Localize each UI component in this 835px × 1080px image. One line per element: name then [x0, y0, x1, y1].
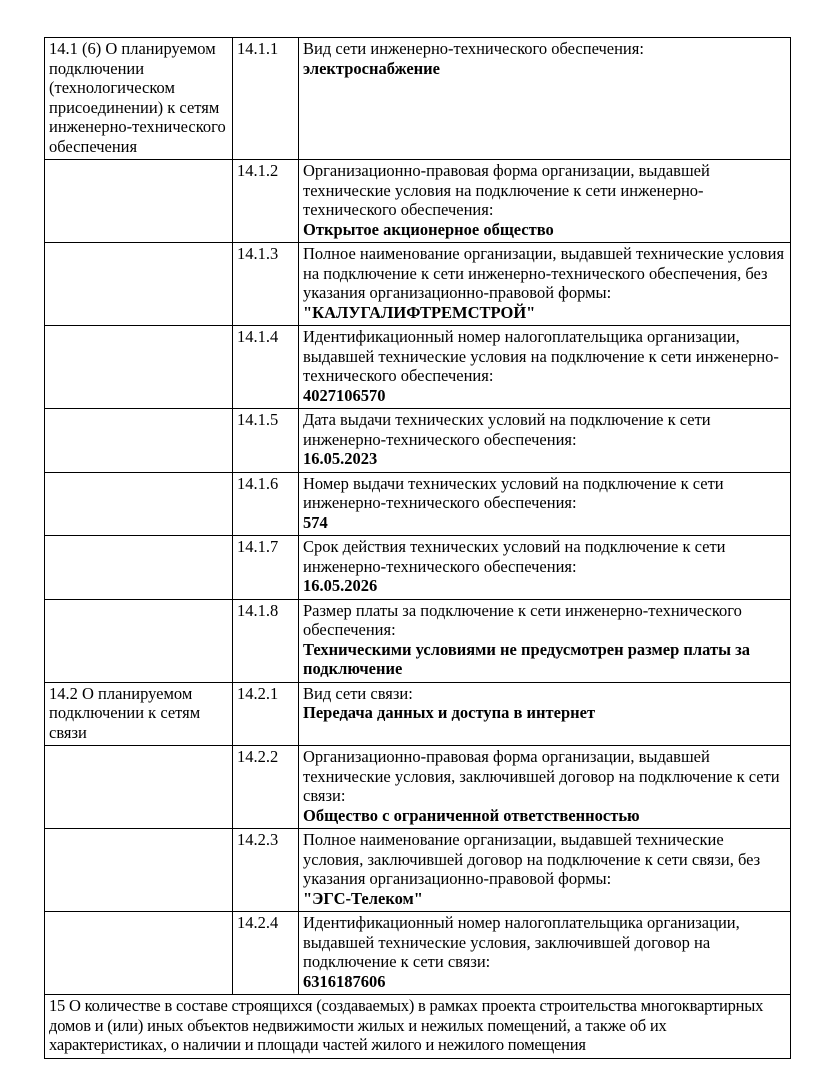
- row-number: 14.1.5: [237, 410, 279, 429]
- row-14-2-1: [45, 682, 791, 746]
- row-14-1-5: [45, 409, 791, 473]
- field-label: Номер выдачи технических условий на подключение к сети инженерно-технического обеспечения:: [303, 473, 724, 512]
- section-title-cell-empty: [45, 746, 233, 829]
- row-number-cell: [233, 536, 299, 600]
- row-content-cell: [299, 912, 791, 995]
- field-value: 16.05.2026: [303, 576, 378, 595]
- section-title-cell-empty: [45, 829, 233, 912]
- row-number: 14.1.3: [237, 244, 279, 263]
- field-label: Организационно-правовая форма организации, выдавшей технические условия на подключение к сети инженерно-технического обеспечения:: [303, 161, 710, 219]
- section-title: 14.1 (6) О планируемом подключении (технологическом присоединении) к сетям инженерно-технического обеспечения: [49, 39, 226, 156]
- field-value: 16.05.2023: [303, 449, 378, 468]
- row-content-cell: [299, 326, 791, 409]
- row-14-1-4: [45, 326, 791, 409]
- row-content-cell: [299, 682, 791, 746]
- field-label: Вид сети инженерно-технического обеспечения:: [303, 39, 644, 58]
- field-value: "ЭГС-Телеком": [303, 888, 423, 908]
- row-number-cell: [233, 829, 299, 912]
- field-value: электроснабжение: [303, 58, 440, 78]
- section-title-cell-empty: [45, 326, 233, 409]
- row-content-cell: [299, 38, 791, 160]
- row-content-cell: [299, 409, 791, 473]
- field-value: "КАЛУГАЛИФТРЕМСТРОЙ": [303, 302, 536, 322]
- row-content-cell: [299, 599, 791, 682]
- field-label: Срок действия технических условий на подключение к сети инженерно-технического обеспечения:: [303, 537, 726, 576]
- row-14-2-4: [45, 912, 791, 995]
- row-number: 14.1.1: [237, 39, 279, 58]
- row-number: 14.2.2: [237, 747, 279, 766]
- row-content-cell: [299, 472, 791, 536]
- row-number: 14.2.1: [237, 683, 279, 703]
- section-title-cell-empty: [45, 160, 233, 243]
- section-title-cell-empty: [45, 472, 233, 536]
- field-label: Идентификационный номер налогоплательщика организации, выдавшей технические условия, заключившей договор на подключение к сети связи:: [303, 913, 740, 971]
- row-15-header: [45, 995, 791, 1059]
- declaration-table: [44, 37, 791, 1059]
- row-number-cell: [233, 472, 299, 536]
- field-value: 6316187606: [303, 971, 386, 991]
- field-value: 574: [303, 512, 328, 532]
- section-title-cell-empty: [45, 912, 233, 995]
- declaration-document: [44, 37, 790, 1059]
- field-value: Открытое акционерное общество: [303, 219, 554, 239]
- field-label: Организационно-правовая форма организации, выдавшей технические условия, заключившей договор на подключение к сети связи:: [303, 747, 780, 805]
- row-14-1-1: [45, 38, 791, 160]
- row-number: 14.2.3: [237, 830, 279, 849]
- row-number-cell: [233, 243, 299, 326]
- row-number-cell: [233, 409, 299, 473]
- section-title-cell: [45, 682, 233, 746]
- row-content-cell: [299, 829, 791, 912]
- row-14-1-7: [45, 536, 791, 600]
- row-content-cell: [299, 160, 791, 243]
- row-number: 14.1.4: [237, 327, 279, 346]
- section-title-cell-empty: [45, 409, 233, 473]
- row-number-cell: [233, 326, 299, 409]
- row-14-1-6: [45, 472, 791, 536]
- row-number: 14.1.8: [237, 600, 279, 620]
- row-14-1-2: [45, 160, 791, 243]
- row-number-cell: [233, 38, 299, 160]
- section-title-cell-empty: [45, 243, 233, 326]
- row-14-1-8: [45, 599, 791, 682]
- field-label: Размер платы за подключение к сети инженерно-технического обеспечения:: [303, 600, 742, 639]
- row-number-cell: [233, 746, 299, 829]
- row-number: 14.1.6: [237, 473, 279, 493]
- row-14-1-3: [45, 243, 791, 326]
- section-title: 14.2 О планируемом подключении к сетям связи: [49, 683, 201, 742]
- section-title-cell: [45, 38, 233, 160]
- row-number: 14.1.7: [237, 537, 279, 556]
- section-title-cell-empty: [45, 599, 233, 682]
- field-value: Техническими условиями не предусмотрен размер платы за подключение: [303, 639, 750, 678]
- field-label: Дата выдачи технических условий на подключение к сети инженерно-технического обеспечения:: [303, 410, 711, 449]
- row-content-cell: [299, 536, 791, 600]
- row-content-cell: [299, 243, 791, 326]
- field-value: Передача данных и доступа в интернет: [303, 703, 596, 722]
- row-number: 14.2.4: [237, 913, 279, 932]
- row-14-2-2: [45, 746, 791, 829]
- row-number-cell: [233, 160, 299, 243]
- row-number-cell: [233, 599, 299, 682]
- field-label: Полное наименование организации, выдавшей технические условия, заключившей договор на подключение к сети связи, без указания организационно-правовой формы:: [303, 830, 761, 888]
- section-15-title: 15 О количестве в составе строящихся (создаваемых) в рамках проекта строительства многоквартирных домов и (или) иных объектов недвижимости жилых и нежилых помещений, а также об их характеристиках, о наличии и площади частей жилого и нежилого помещения: [45, 995, 791, 1059]
- section-title-cell-empty: [45, 536, 233, 600]
- row-content-cell: [299, 746, 791, 829]
- row-number: 14.1.2: [237, 161, 279, 180]
- field-label: Идентификационный номер налогоплательщика организации, выдавшей технические условия на подключение к сети инженерно-технического обеспечения:: [303, 327, 779, 385]
- row-number-cell: [233, 912, 299, 995]
- row-14-2-3: [45, 829, 791, 912]
- field-value: 4027106570: [303, 385, 386, 405]
- field-value: Общество с ограниченной ответственностью: [303, 805, 640, 825]
- field-label: Полное наименование организации, выдавшей технические условия на подключение к сети инженерно-технического обеспечения, без указания организационно-правовой формы:: [303, 244, 785, 302]
- field-label: Вид сети связи:: [303, 683, 413, 703]
- row-number-cell: [233, 682, 299, 746]
